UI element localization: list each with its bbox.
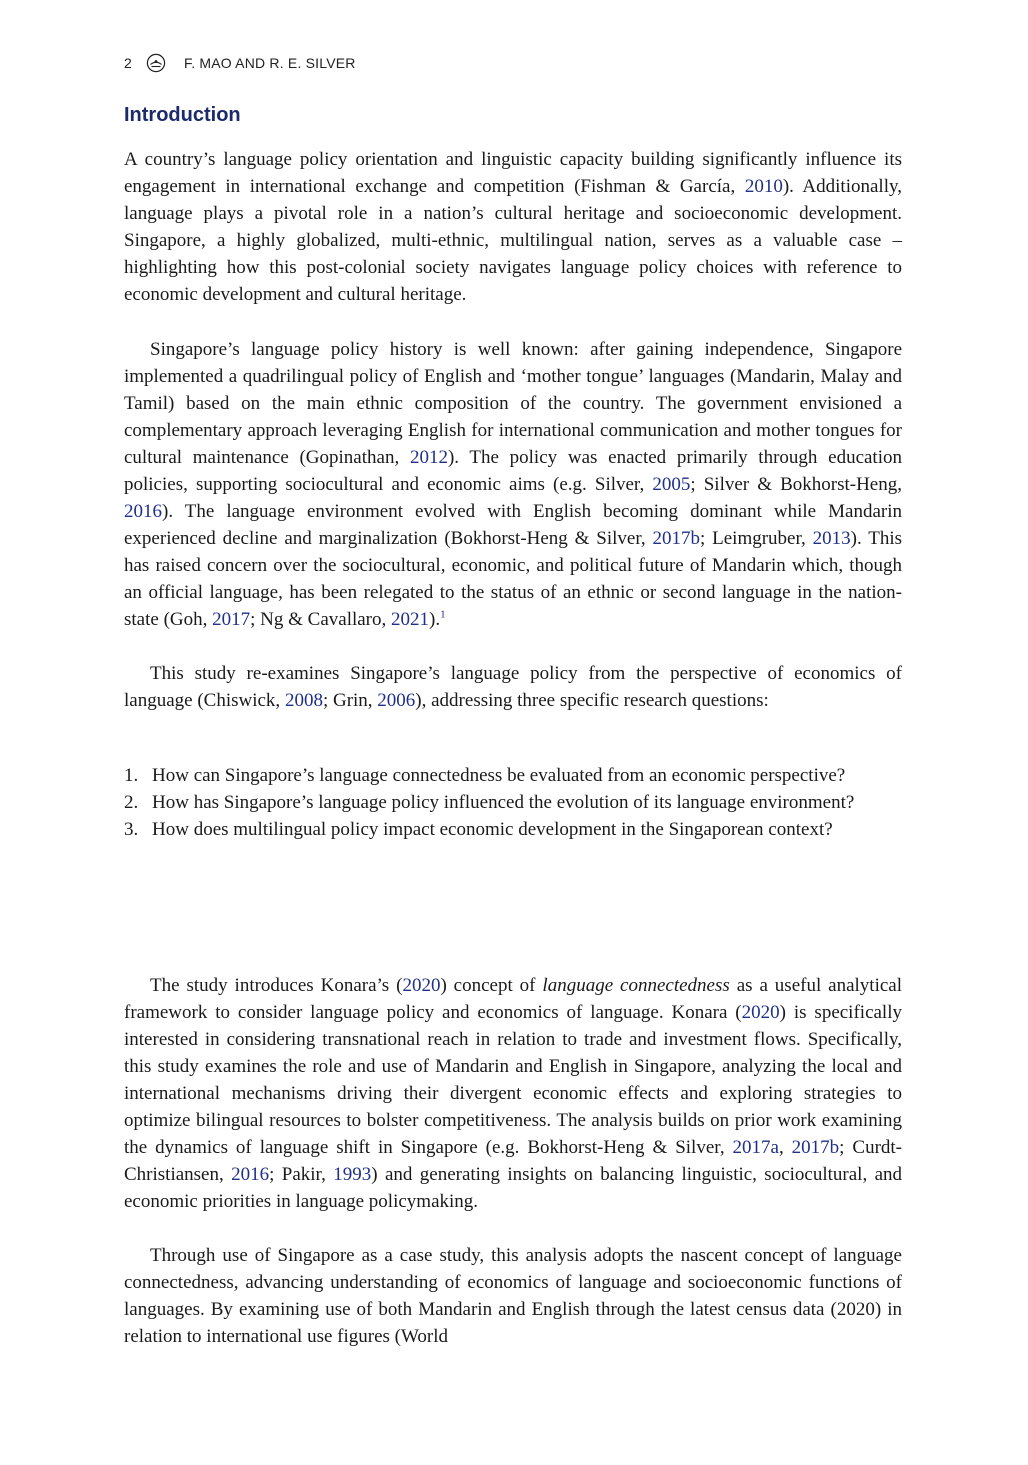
paragraph-5: Through use of Singapore as a case study, this analysis adopts the nascent concept of language connectedness, advancing understanding of economics of language and socioeconomic functions of languages. By examining use of both Mandarin and English through the latest census data (2020) in relation to international use figures (World [124,1245,902,1347]
citation-link[interactable]: 2017b [652,528,700,549]
list-item [124,816,902,843]
paragraph-2: Singapore’s language policy history is well known: after gaining independence, Singapore implemented a quadrilingual policy of English and ‘mother tongue’ languages (Mandarin, Malay and Tamil) based on the main ethnic composition of the country. The government envisioned a complementary approach leveraging English for international communication and mother tongues for cultural maintenance (Gopinathan, 2012). The policy was enacted primarily through education policies, supporting sociocultural and economic aims (e.g. Silver, 2005; Silver & Bokhorst-Heng, 2016). The language environment evolved with English becoming dominant while Mandarin experienced decline and marginalization (Bokhorst-Heng & Silver, 2017b; Leimgruber, 2013). This has raised concern over the sociocultural, economic, and political future of Mandarin which, though an official language, has been relegated to the status of an ethnic or second language in the nation-state (Goh, 2017; Ng & Cavallaro, 2021).$^1$ [124,339,902,630]
citation-link[interactable]: 2005 [652,474,691,495]
list-item-text: How does multilingual policy impact economic development in the Singaporean context? [152,819,833,840]
citation-link[interactable]: 2010 [744,176,783,197]
citation-link[interactable]: 2021 [391,609,430,630]
research-questions-list [124,762,902,843]
section-heading: Introduction [124,104,241,126]
citation-link[interactable]: 1993 [333,1164,372,1185]
list-item [124,762,902,789]
citation-link[interactable]: 2017b [791,1137,840,1158]
citation-link[interactable]: 2016 [231,1164,270,1185]
paragraph-1: A country’s language policy orientation and linguistic capacity building significantly influence its engagement in international exchange and competition (Fishman & García, 2010). Additionally, language plays a pivotal role in a nation’s cultural heritage and socioeconomic development. Singapore, a highly globalized, multi-ethnic, multilingual nation, serves as a valuable case – highlighting how this post-colonial society navigates language policy choices with reference to economic development and cultural heritage. [124,149,903,305]
citation-link[interactable]: 2012 [409,447,448,468]
citation-link[interactable]: 2013 [812,528,851,549]
emphasis-term: language connectedness [542,975,730,996]
list-item-number: 3. [124,819,139,840]
running-header-authors: F. MAO AND R. E. SILVER [184,55,356,71]
journal-logo-icon [146,53,166,73]
paragraph-4: The study introduces Konara’s (2020) concept of language connectedness as a useful analytical framework to consider language policy and economics of language. Konara (2020) is specifically interested in considering transnational reach in relation to trade and investment flows. Specifically, this study examines the role and use of Mandarin and English in Singapore, analyzing the local and international mechanisms driving their divergent economic effects and exploring strategies to optimize bilingual resources to bolster competitiveness. The analysis builds on prior work examining the dynamics of language shift in Singapore (e.g. Bokhorst-Heng & Silver, 2017a, 2017b; Curdt-Christiansen, 2016; Pakir, 1993) and generating insights on balancing linguistic, sociocultural, and economic priorities in language policymaking. [124,975,903,1212]
paragraph-3: This study re-examines Singapore’s language policy from the perspective of economics of language (Chiswick, 2008; Grin, 2006), addressing three specific research questions: [124,663,902,711]
list-item [124,789,902,816]
citation-link[interactable]: 2006 [377,690,416,711]
citation-link[interactable]: 2017a [732,1137,779,1158]
list-item-number: 1. [124,765,139,786]
running-header [124,52,356,74]
citation-link[interactable]: 2020 [402,975,441,996]
list-item-text: How can Singapore’s language connectedness be evaluated from an economic perspective? [152,765,846,786]
citation-link[interactable]: 2008 [284,690,323,711]
citation-link[interactable]: 2016 [124,501,162,522]
list-item-number: 2. [124,792,139,813]
citation-link[interactable]: 2017 [212,609,251,630]
citation-link[interactable]: 2020 [741,1002,780,1023]
footnote-marker[interactable]: 1 [440,608,446,621]
page-number: 2 [124,55,132,71]
list-item-text: How has Singapore’s language policy influenced the evolution of its language environment? [152,792,855,813]
